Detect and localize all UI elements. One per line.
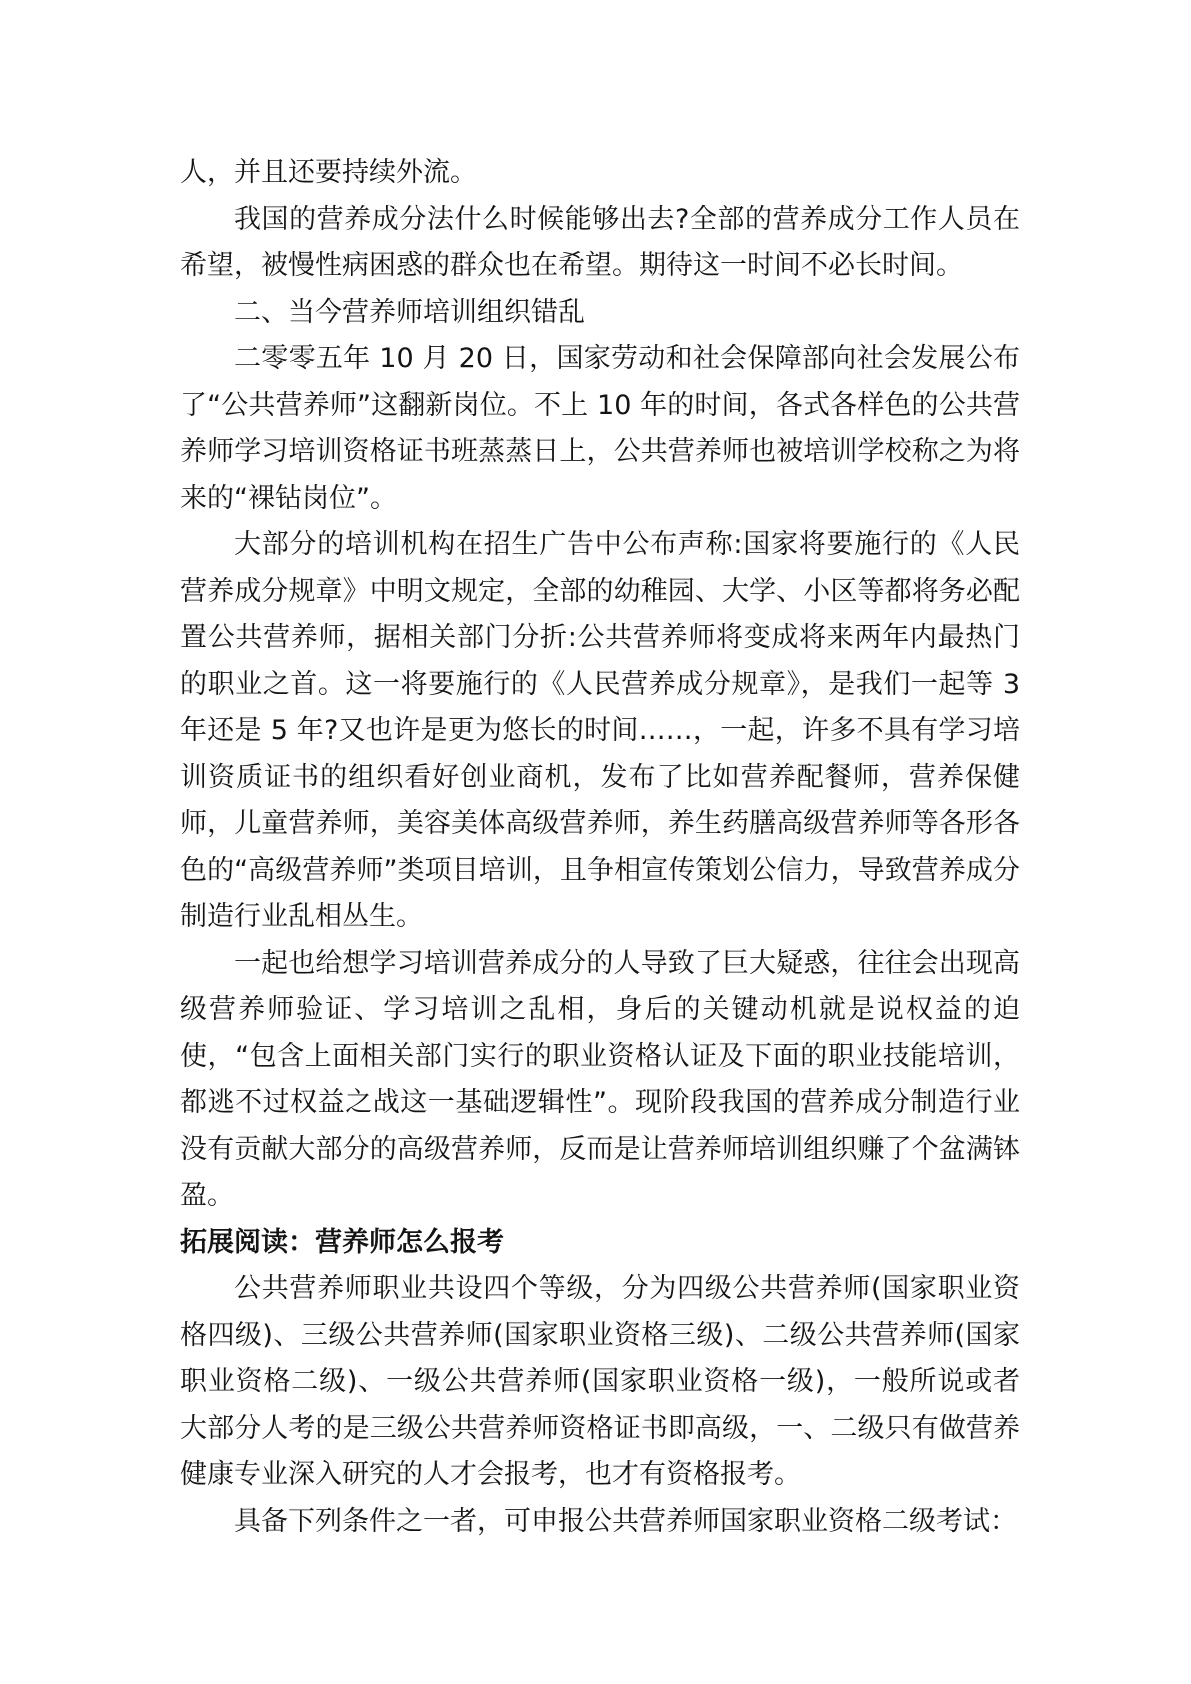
document-body <box>180 150 1020 1545</box>
paragraph: 大部分的培训机构在招生广告中公布声称:国家将要施行的《人民营养成分规章》中明文规定，全部的幼稚园、大学、小区等都将务必配置公共营养师，据相关部门分折:公共营养师将变成将来两年内最热门的职业之首。这一将要施行的《人民营养成分规章》，是我们一起等 3 年还是 5 年?又也许是更为悠长的时间……，一起，许多不具有学习培训资质证书的组织看好创业商机，发布了比如营养配餐师，营养保健师，儿童营养师，美容美体高级营养师，养生药膳高级营养师等各形各色的“高级营养师”类项目培训，且争相宣传策划公信力，导致营养成分制造行业乱相丛生。 <box>180 529 1020 932</box>
paragraph: 具备下列条件之一者，可申报公共营养师国家职业资格二级考试： <box>234 1505 1017 1537</box>
section-heading: 二、当今营养师培训组织错乱 <box>234 296 585 328</box>
paragraph: 人，并且还要持续外流。 <box>180 157 477 188</box>
paragraph: 我国的营养成分法什么时候能够出去?全部的营养成分工作人员在希望，被慢性病困惑的群众也在希望。期待这一时间不必长时间。 <box>180 203 1020 281</box>
paragraph: 一起也给想学习培训营养成分的人导致了巨大疑惑，往往会出现高级营养师验证、学习培训之乱相，身后的关键动机就是说权益的迫使，“包含上面相关部门实行的职业资格认证及下面的职业技能培训，都逃不过权益之战这一基础逻辑性”。现阶段我国的营养成分制造行业没有贡献大部分的高级营养师，反而是让营养师培训组织赚了个盆满钵盈。 <box>180 947 1020 1211</box>
paragraph: 公共营养师职业共设四个等级，分为四级公共营养师(国家职业资格四级)、三级公共营养师(国家职业资格三级)、二级公共营养师(国家职业资格二级)、一级公共营养师(国家职业资格一级)，一般所说或者大部分人考的是三级公共营养师资格证书即高级，一、二级只有做营养健康专业深入研究的人才会报考，也才有资格报考。 <box>180 1273 1020 1490</box>
extended-reading-heading: 拓展阅读：营养师怎么报考 <box>180 1226 504 1258</box>
paragraph: 二零零五年 10 月 20 日，国家劳动和社会保障部向社会发展公布了“公共营养师”这翻新岗位。不上 10 年的时间，各式各样色的公共营养师学习培训资格证书班蒸蒸日上，公共营养师也被培训学校称之为将来的“裸钻岗位”。 <box>180 343 1020 514</box>
